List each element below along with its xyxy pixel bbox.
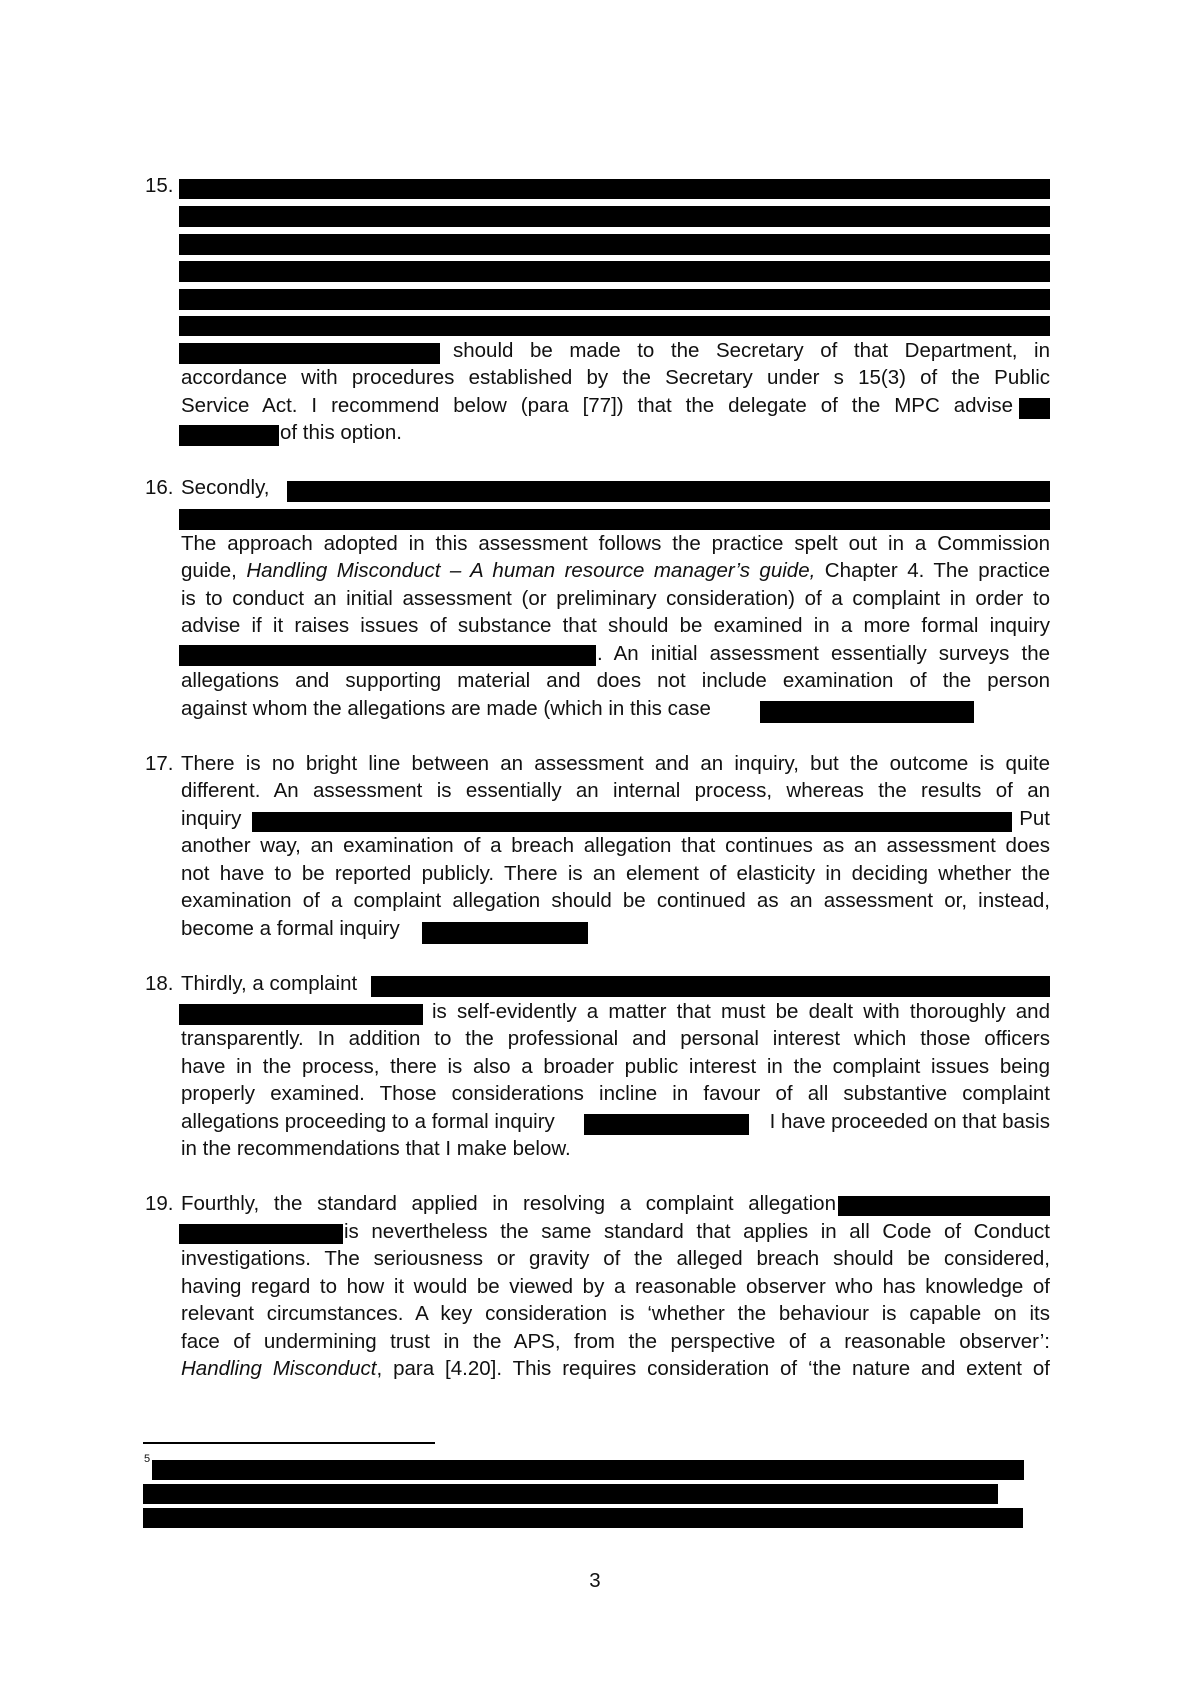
redaction-block bbox=[422, 922, 588, 944]
paragraph-number: 19. bbox=[145, 1192, 174, 1215]
paragraph-line: Thirdly, a complaint bbox=[181, 972, 358, 995]
redaction-block bbox=[179, 206, 1050, 227]
paragraph-line: transparently. In addition to the professional and personal interest which those officers bbox=[181, 1027, 1050, 1050]
paragraph-line: properly examined. Those considerations incline in favour of all substantive complaint bbox=[181, 1082, 1050, 1105]
redaction-block bbox=[179, 1224, 343, 1244]
paragraph-line: inquiry bbox=[181, 807, 242, 830]
redaction-block bbox=[838, 1196, 1050, 1216]
paragraph-line: relevant circumstances. A key consideration is ‘whether the behaviour is capable on its bbox=[181, 1302, 1050, 1325]
paragraph-line: another way, an examination of a breach allegation that continues as an assessment does bbox=[181, 834, 1050, 857]
redaction-block bbox=[179, 645, 596, 666]
redaction-block bbox=[179, 179, 1050, 199]
redaction-block bbox=[760, 701, 974, 723]
paragraph-line: having regard to how it would be viewed by a reasonable observer who has knowledge of bbox=[181, 1275, 1050, 1298]
paragraph-line: is to conduct an initial assessment (or preliminary consideration) of a complaint in order to bbox=[181, 587, 1050, 610]
redaction-block bbox=[152, 1460, 1024, 1480]
redaction-block bbox=[252, 812, 1012, 832]
redaction-block bbox=[179, 289, 1050, 310]
paragraph-number: 18. bbox=[145, 972, 174, 995]
paragraph-line: of this option. bbox=[280, 421, 402, 444]
paragraph-line: I have proceeded on that basis bbox=[769, 1110, 1050, 1133]
paragraph-line: The approach adopted in this assessment follows the practice spelt out in a Commission bbox=[181, 532, 1050, 555]
paragraph-line: Put bbox=[1019, 807, 1050, 830]
redaction-block bbox=[179, 234, 1050, 255]
paragraph-number: 17. bbox=[145, 752, 174, 775]
footnote-separator bbox=[143, 1442, 435, 1444]
paragraph-line: face of undermining trust in the APS, from the perspective of a reasonable observer’: bbox=[181, 1330, 1050, 1353]
paragraph-line: allegations proceeding to a formal inquiry bbox=[181, 1110, 555, 1133]
paragraph-line: accordance with procedures established by the Secretary under s 15(3) of the Public bbox=[181, 366, 1050, 389]
redaction-block bbox=[143, 1484, 998, 1504]
paragraph-number: 16. bbox=[145, 476, 174, 499]
redaction-block bbox=[1019, 398, 1050, 419]
paragraph-line: in the recommendations that I make below. bbox=[181, 1137, 571, 1160]
paragraph-line: become a formal inquiry bbox=[181, 917, 400, 940]
paragraph-line: different. An assessment is essentially an internal process, whereas the results of an bbox=[181, 779, 1050, 802]
paragraph-line: . An initial assessment essentially surveys the bbox=[597, 642, 1050, 665]
paragraph-line: have in the process, there is also a broader public interest in the complaint issues being bbox=[181, 1055, 1050, 1078]
redaction-block bbox=[179, 343, 440, 364]
paragraph-line: examination of a complaint allegation should be continued as an assessment or, instead, bbox=[181, 889, 1050, 912]
redaction-block bbox=[287, 481, 1050, 502]
redaction-block bbox=[143, 1508, 1023, 1528]
redaction-block bbox=[179, 509, 1050, 530]
paragraph-line: investigations. The seriousness or gravity of the alleged breach should be considered, bbox=[181, 1247, 1050, 1270]
footnote-marker: 5 bbox=[144, 1453, 151, 1465]
paragraph-line: Handling Misconduct, para [4.20]. This requires consideration of ‘the nature and extent of bbox=[181, 1357, 1050, 1380]
page-number: 3 bbox=[589, 1569, 601, 1592]
paragraph-number: 15. bbox=[145, 174, 174, 197]
paragraph-line: is self-evidently a matter that must be dealt with thoroughly and bbox=[432, 1000, 1050, 1023]
paragraph-line: should be made to the Secretary of that Department, in bbox=[453, 339, 1050, 362]
redaction-block bbox=[179, 316, 1050, 336]
redaction-block bbox=[179, 1004, 423, 1025]
paragraph-line: Fourthly, the standard applied in resolving a complaint allegation bbox=[181, 1192, 836, 1215]
paragraph-line: Secondly, bbox=[181, 476, 270, 499]
paragraph-line: advise if it raises issues of substance that should be examined in a more formal inquiry bbox=[181, 614, 1050, 637]
paragraph-line: guide, Handling Misconduct – A human resource manager’s guide, Chapter 4. The practice bbox=[181, 559, 1050, 582]
redaction-block bbox=[584, 1114, 749, 1135]
paragraph-line: against whom the allegations are made (which in this case bbox=[181, 697, 711, 720]
paragraph-line: Service Act. I recommend below (para [77]) that the delegate of the MPC advise bbox=[181, 394, 1013, 417]
redaction-block bbox=[179, 261, 1050, 282]
paragraph-line: allegations and supporting material and does not include examination of the person bbox=[181, 669, 1050, 692]
redaction-block bbox=[179, 425, 279, 446]
paragraph-line: There is no bright line between an assessment and an inquiry, but the outcome is quite bbox=[181, 752, 1050, 775]
paragraph-line: is nevertheless the same standard that applies in all Code of Conduct bbox=[344, 1220, 1050, 1243]
redaction-block bbox=[371, 976, 1050, 997]
paragraph-line: not have to be reported publicly. There is an element of elasticity in deciding whether the bbox=[181, 862, 1050, 885]
